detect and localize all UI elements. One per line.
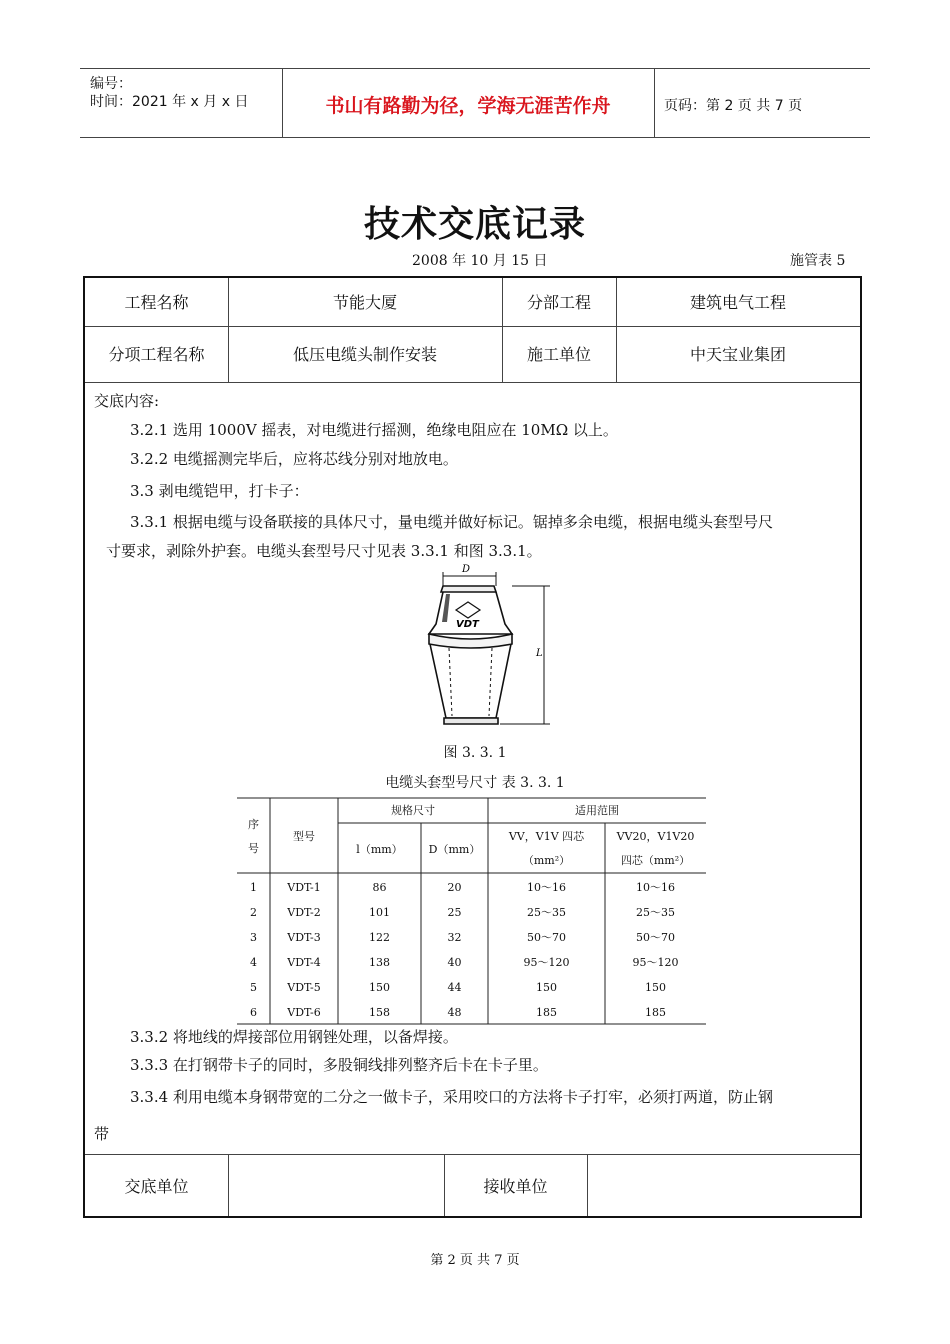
cell-vv20: 185 [645, 1006, 666, 1019]
header-spec: 规格尺寸 [391, 804, 435, 817]
subitem-label: 分项工程名称 [108, 345, 205, 364]
document-header [80, 68, 870, 138]
cell-d: 25 [447, 906, 462, 919]
header-l: l（mm） [356, 843, 403, 856]
cell-vv: 25～35 [527, 906, 566, 919]
header-d: D（mm） [428, 843, 481, 856]
page-footer: 第 2 页 共 7 页 [430, 1253, 520, 1268]
spec-table [237, 797, 706, 1025]
project-name-label: 工程名称 [124, 293, 189, 312]
table-row [237, 931, 706, 945]
col-divider [587, 1154, 588, 1216]
content-heading: 交底内容: [94, 392, 160, 410]
row-divider [85, 1154, 860, 1155]
content-paragraph: 带 [94, 1125, 110, 1143]
project-name-value: 节能大厦 [332, 293, 397, 312]
content-paragraph: 3.2.1 选用 1000V 摇表，对电缆进行摇测，绝缘电阻应在 10MΩ 以上。 [130, 421, 618, 439]
time-label: 时间：2021 年 x 月 x 日 [90, 94, 249, 110]
cell-vv: 50～70 [527, 931, 566, 944]
cell-d: 32 [447, 931, 462, 944]
header-motto-cell [282, 69, 655, 137]
cell-no: 1 [250, 881, 257, 894]
page-number-label: 页码：第 2 页 共 7 页 [664, 98, 803, 114]
content-paragraph: 寸要求，剥除外护套。电缆头套型号尺寸见表 3.3.1 和图 3.3.1。 [106, 542, 542, 560]
table-row [237, 956, 706, 970]
cell-l: 122 [369, 931, 390, 944]
header-meta-cell [80, 69, 283, 137]
cell-l: 86 [372, 881, 387, 894]
content-paragraph: 3.3 剥电缆铠甲，打卡子： [130, 482, 309, 500]
document-title: 技术交底记录 [363, 204, 586, 245]
header-seq: 序 [248, 818, 259, 831]
receiver-label: 接收单位 [483, 1177, 548, 1196]
cell-vv: 150 [536, 981, 557, 994]
table-row [237, 881, 706, 895]
cell-d: 40 [447, 956, 462, 969]
cell-vv: 10～16 [527, 881, 566, 894]
header-vv: （mm²） [522, 854, 571, 867]
form-number: 施管表 5 [790, 253, 846, 269]
cell-l: 101 [369, 906, 390, 919]
cell-model: VDT-3 [287, 931, 321, 944]
header-model: 型号 [293, 830, 315, 843]
division-value: 建筑电气工程 [689, 293, 786, 312]
row-divider [85, 326, 860, 327]
cell-vv20: 150 [645, 981, 666, 994]
cell-vv20: 25～35 [636, 906, 675, 919]
cell-l: 150 [369, 981, 390, 994]
document-date: 2008 年 10 月 15 日 [412, 253, 548, 269]
figure-label-d: D [462, 564, 471, 575]
cell-vv20: 10～16 [636, 881, 675, 894]
figure-caption: 图 3. 3. 1 [443, 745, 507, 761]
table-row [237, 1006, 706, 1020]
cell-no: 6 [250, 1006, 257, 1019]
cell-d: 20 [447, 881, 462, 894]
header-vv: VV，V1V 四芯 [508, 830, 585, 843]
content-paragraph: 3.3.3 在打钢带卡子的同时，多股铜线排列整齐后卡在卡子里。 [130, 1056, 548, 1074]
cell-no: 3 [250, 931, 257, 944]
content-paragraph: 3.2.2 电缆摇测完毕后，应将芯线分别对地放电。 [130, 450, 458, 468]
figure-label-l: L [536, 648, 543, 659]
cell-model: VDT-1 [287, 881, 321, 894]
cell-model: VDT-6 [287, 1006, 321, 1019]
cell-model: VDT-5 [287, 981, 321, 994]
motto-text: 书山有路勤为径，学海无涯苦作舟 [325, 95, 611, 117]
cell-l: 138 [369, 956, 390, 969]
cable-head-figure [416, 564, 556, 734]
cell-vv: 95～120 [523, 956, 570, 969]
cell-vv20: 95～120 [632, 956, 679, 969]
col-divider [228, 1154, 229, 1216]
content-paragraph: 3.3.4 利用电缆本身钢带宽的二分之一做卡子，采用咬口的方法将卡子打牢，必须打两道，防止钢 [130, 1088, 773, 1106]
cell-vv20: 50～70 [636, 931, 675, 944]
cell-model: VDT-2 [287, 906, 321, 919]
cell-model: VDT-4 [287, 956, 321, 969]
table-row [237, 906, 706, 920]
cell-no: 2 [250, 906, 257, 919]
table-row [237, 981, 706, 995]
content-paragraph: 3.3.2 将地线的焊接部位用钢锉处理，以备焊接。 [130, 1028, 458, 1046]
row-divider [85, 382, 860, 383]
header-vv20: 四芯（mm²） [620, 854, 691, 867]
cell-d: 44 [447, 981, 462, 994]
content-paragraph: 3.3.1 根据电缆与设备联接的具体尺寸，量电缆并做好标记。锯掉多余电缆，根据电缆头套型号尺 [130, 513, 773, 531]
cell-l: 158 [369, 1006, 390, 1019]
cell-no: 4 [250, 956, 257, 969]
cell-d: 48 [447, 1006, 462, 1019]
cell-no: 5 [250, 981, 257, 994]
header-page-cell [654, 69, 870, 137]
figure-brand: VDT [456, 619, 479, 630]
subitem-value: 低压电缆头制作安装 [292, 345, 437, 364]
number-label: 编号： [90, 76, 132, 92]
contractor-label: 施工单位 [526, 345, 591, 364]
header-seq: 号 [248, 842, 259, 855]
header-range: 适用范围 [575, 804, 619, 817]
header-vv20: VV20，V1V20 [616, 830, 695, 843]
contractor-value: 中天宝业集团 [689, 345, 786, 364]
table-caption: 电缆头套型号尺寸 表 3. 3. 1 [385, 775, 565, 791]
division-label: 分部工程 [526, 293, 591, 312]
issuer-label: 交底单位 [124, 1177, 189, 1196]
cell-vv: 185 [536, 1006, 557, 1019]
